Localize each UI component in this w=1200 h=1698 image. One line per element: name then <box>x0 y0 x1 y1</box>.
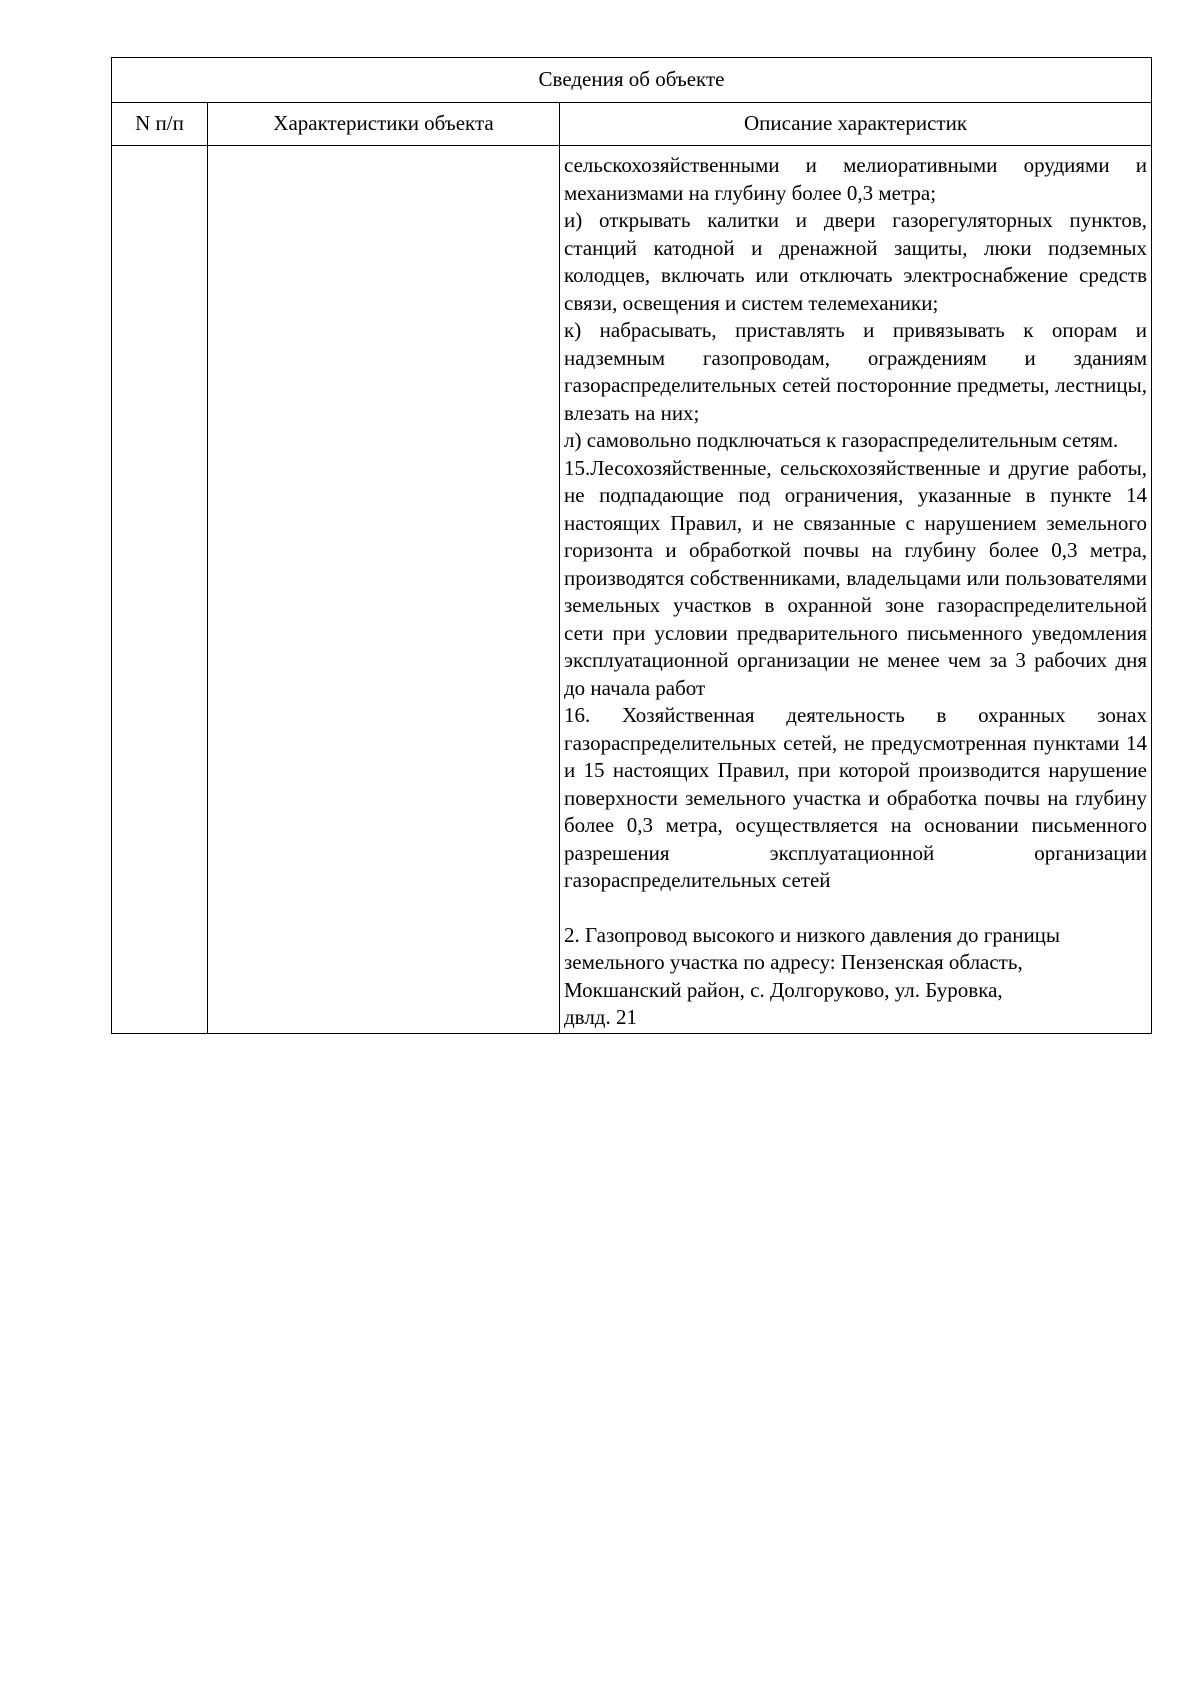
description-paragraph: к) набрасывать, приставлять и привязывать к опорам и надземным газопроводам, ограждениям и зданиям газораспределительных сетей посторонние предметы, лестницы, влезать на них; <box>564 318 1147 425</box>
document-sheet <box>111 57 1152 1034</box>
cell-num <box>112 146 208 1034</box>
header-description: Описание характеристик <box>560 103 1152 146</box>
description-paragraph: 16. Хозяйственная деятельность в охранных зонах газораспределительных сетей, не предусмотренная пунктами 14 и 15 настоящих Правил, при которой производится нарушение поверхности земельного участка и обработка почвы на глубину более 0,3 метра, осуществляется на основании письменного разрешения эксплуатационной организации газораспределительных сетей <box>564 703 1147 892</box>
address-line: земельного участка по адресу: Пензенская область, <box>564 950 1023 974</box>
cell-description <box>560 146 1152 1034</box>
header-num: N п/п <box>112 103 208 146</box>
cell-characteristics <box>208 146 560 1034</box>
object-info-table <box>111 57 1152 1034</box>
address-block <box>564 922 1147 1032</box>
description-paragraph: л) самовольно подключаться к газораспределительным сетям. <box>564 428 1119 452</box>
header-characteristics: Характеристики объекта <box>208 103 560 146</box>
table-row <box>112 146 1152 1034</box>
table-caption-row <box>112 58 1152 103</box>
description-paragraph: сельскохозяйственными и мелиоративными орудиями и механизмами на глубину более 0,3 метра; <box>564 153 1147 205</box>
table-caption: Сведения об объекте <box>112 58 1152 103</box>
description-paragraph: 15.Лесохозяйственные, сельскохозяйственные и другие работы, не подпадающие под ограничения, указанные в пункте 14 настоящих Правил, и не связанные с нарушением земельного горизонта и обработкой почвы на глубину более 0,3 метра, производятся собственниками, владельцами или пользователями земельных участков в охранной зоне газораспределительной сети при условии предварительного письменного уведомления эксплуатационной организации не менее чем за 3 рабочих дня до начала работ <box>564 455 1147 700</box>
address-line: Мокшанский район, с. Долгоруково, ул. Буровка, <box>564 977 1003 1002</box>
description-paragraph: и) открывать калитки и двери газорегуляторных пунктов, станций катодной и дренажной защиты, люки подземных колодцев, включать или отключать электроснабжение средств связи, освещения и систем телемеханики; <box>564 208 1147 315</box>
address-line: двлд. 21 <box>564 1005 637 1029</box>
table-header-row <box>112 103 1152 146</box>
address-line: 2. Газопровод высокого и низкого давления до границы <box>564 922 1061 947</box>
